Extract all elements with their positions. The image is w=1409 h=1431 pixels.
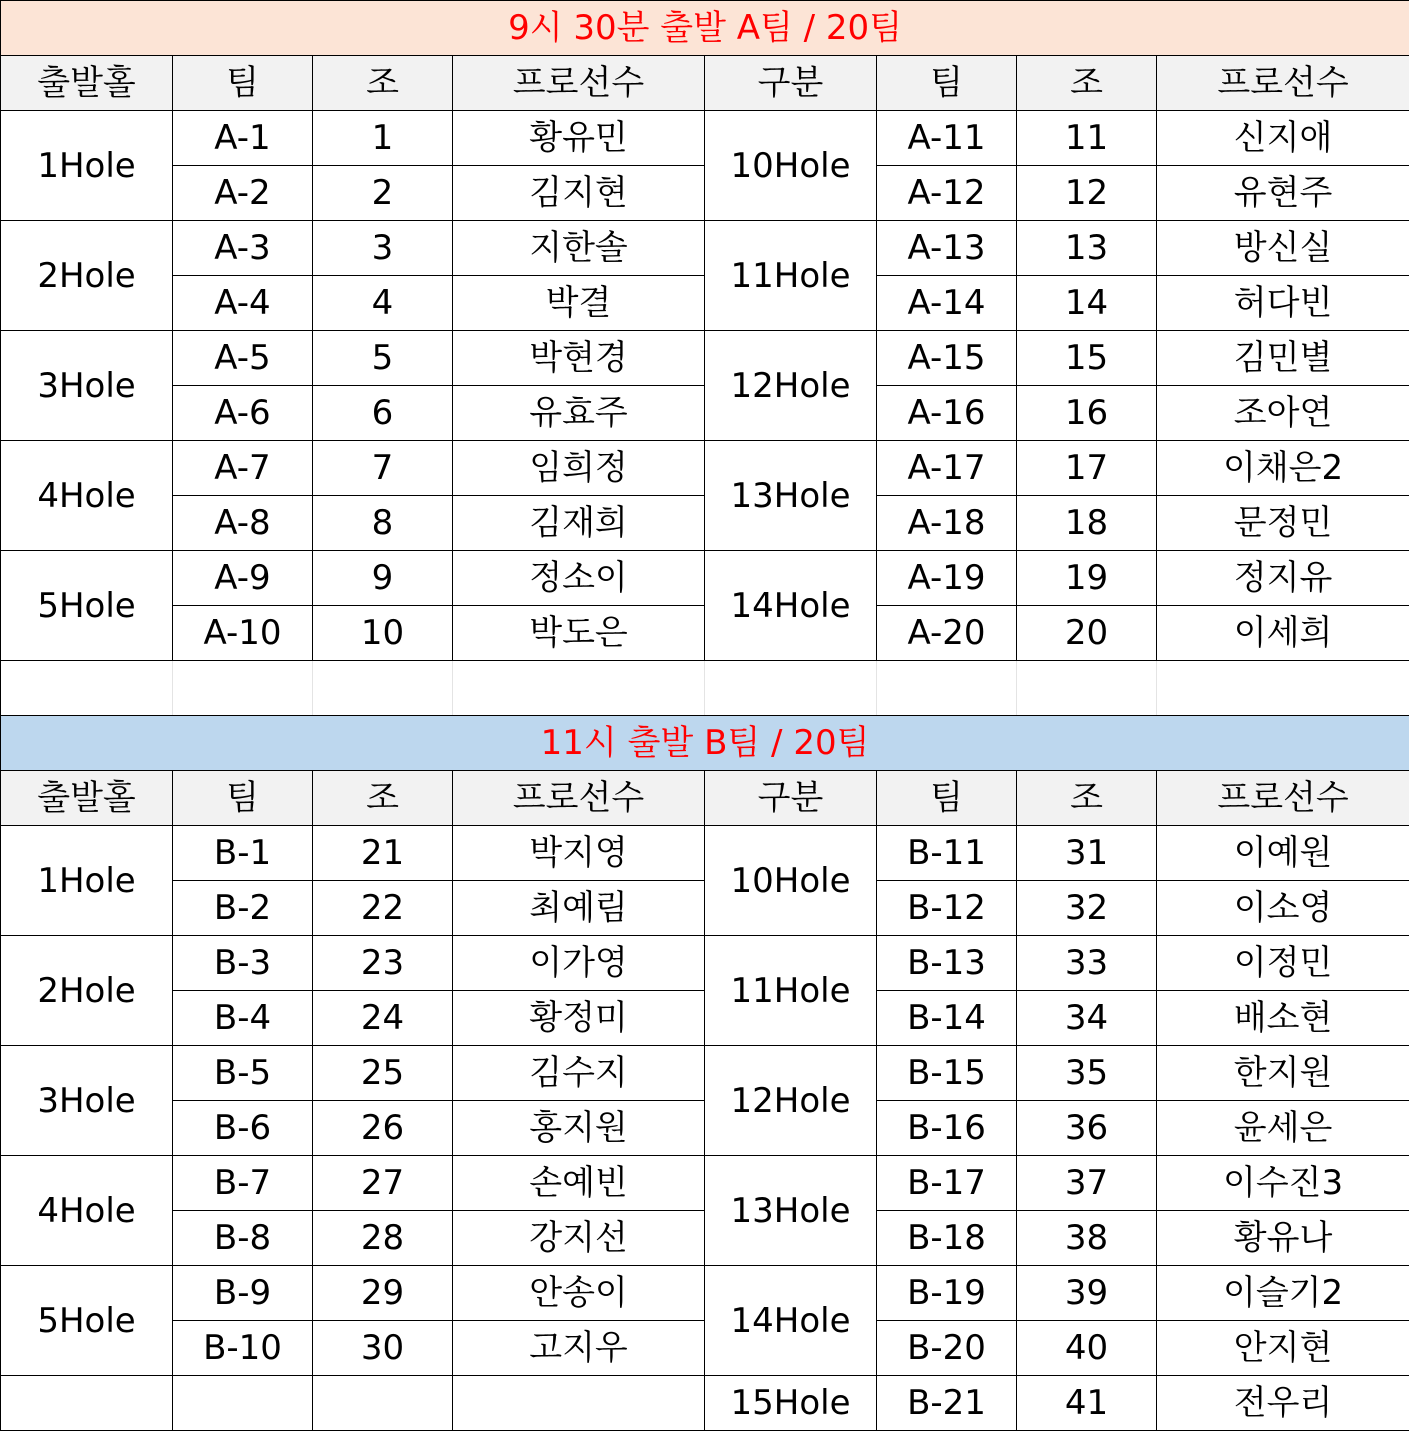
team-cell: B-2 — [173, 881, 313, 936]
empty-cell — [313, 661, 453, 716]
header-pro-player: 프로선수 — [453, 56, 705, 111]
table-row — [1, 826, 1409, 881]
group-cell: 30 — [313, 1321, 453, 1376]
player-cell: 박결 — [453, 276, 705, 331]
team-cell: B-5 — [173, 1046, 313, 1101]
header-group: 조 — [313, 771, 453, 826]
header-team: 팀 — [173, 771, 313, 826]
player-cell: 김지현 — [453, 166, 705, 221]
group-cell: 23 — [313, 936, 453, 991]
team-cell: A-2 — [173, 166, 313, 221]
player-cell: 배소현 — [1157, 991, 1409, 1046]
team-cell: A-4 — [173, 276, 313, 331]
player-cell: 최예림 — [453, 881, 705, 936]
team-cell: A-8 — [173, 496, 313, 551]
table-row — [1, 441, 1409, 496]
team-cell: A-7 — [173, 441, 313, 496]
player-cell: 이정민 — [1157, 936, 1409, 991]
player-cell: 강지선 — [453, 1211, 705, 1266]
player-cell: 김민별 — [1157, 331, 1409, 386]
division-hole-cell: 11Hole — [705, 936, 877, 1046]
start-hole-cell: 1Hole — [1, 826, 173, 936]
player-cell: 방신실 — [1157, 221, 1409, 276]
table-row — [1, 551, 1409, 606]
group-cell: 34 — [1017, 991, 1157, 1046]
header-team: 팀 — [173, 56, 313, 111]
section-a-title-row — [1, 1, 1409, 56]
player-cell: 한지원 — [1157, 1046, 1409, 1101]
division-hole-cell: 10Hole — [705, 111, 877, 221]
player-cell: 조아연 — [1157, 386, 1409, 441]
section-b-header-row — [1, 771, 1409, 826]
empty-cell — [313, 1376, 453, 1431]
start-hole-cell: 3Hole — [1, 1046, 173, 1156]
player-cell: 안지현 — [1157, 1321, 1409, 1376]
team-cell: A-11 — [877, 111, 1017, 166]
player-cell: 이가영 — [453, 936, 705, 991]
group-cell: 6 — [313, 386, 453, 441]
team-cell: A-16 — [877, 386, 1017, 441]
start-hole-cell: 4Hole — [1, 441, 173, 551]
player-cell: 박지영 — [453, 826, 705, 881]
team-cell: A-15 — [877, 331, 1017, 386]
group-cell: 40 — [1017, 1321, 1157, 1376]
team-cell: B-21 — [877, 1376, 1017, 1431]
group-cell: 20 — [1017, 606, 1157, 661]
empty-cell — [1157, 661, 1409, 716]
division-hole-cell: 13Hole — [705, 441, 877, 551]
table-row — [1, 111, 1409, 166]
group-cell: 7 — [313, 441, 453, 496]
group-cell: 3 — [313, 221, 453, 276]
group-cell: 10 — [313, 606, 453, 661]
player-cell: 고지우 — [453, 1321, 705, 1376]
player-cell: 정지유 — [1157, 551, 1409, 606]
empty-cell — [877, 661, 1017, 716]
group-cell: 25 — [313, 1046, 453, 1101]
player-cell: 이채은2 — [1157, 441, 1409, 496]
group-cell: 28 — [313, 1211, 453, 1266]
team-cell: B-1 — [173, 826, 313, 881]
player-cell: 박도은 — [453, 606, 705, 661]
group-cell: 26 — [313, 1101, 453, 1156]
table-row — [1, 1266, 1409, 1321]
group-cell: 24 — [313, 991, 453, 1046]
group-cell: 27 — [313, 1156, 453, 1211]
group-cell: 33 — [1017, 936, 1157, 991]
player-cell: 손예빈 — [453, 1156, 705, 1211]
empty-cell — [173, 661, 313, 716]
start-hole-cell: 4Hole — [1, 1156, 173, 1266]
division-hole-cell: 14Hole — [705, 551, 877, 661]
group-cell: 38 — [1017, 1211, 1157, 1266]
player-cell: 유효주 — [453, 386, 705, 441]
team-cell: A-1 — [173, 111, 313, 166]
player-cell: 이슬기2 — [1157, 1266, 1409, 1321]
player-cell: 김재희 — [453, 496, 705, 551]
player-cell: 윤세은 — [1157, 1101, 1409, 1156]
team-cell: B-14 — [877, 991, 1017, 1046]
table-row — [1, 1046, 1409, 1101]
team-cell: B-17 — [877, 1156, 1017, 1211]
group-cell: 1 — [313, 111, 453, 166]
empty-cell — [453, 661, 705, 716]
table-row — [1, 1156, 1409, 1211]
start-hole-cell: 5Hole — [1, 551, 173, 661]
team-cell: B-7 — [173, 1156, 313, 1211]
section-b-title-row — [1, 716, 1409, 771]
division-hole-cell: 10Hole — [705, 826, 877, 936]
group-cell: 41 — [1017, 1376, 1157, 1431]
group-cell: 12 — [1017, 166, 1157, 221]
header-pro-player: 프로선수 — [453, 771, 705, 826]
group-cell: 5 — [313, 331, 453, 386]
division-hole-cell: 12Hole — [705, 331, 877, 441]
team-cell: B-15 — [877, 1046, 1017, 1101]
player-cell: 허다빈 — [1157, 276, 1409, 331]
team-cell: B-6 — [173, 1101, 313, 1156]
player-cell: 이수진3 — [1157, 1156, 1409, 1211]
player-cell: 박현경 — [453, 331, 705, 386]
team-cell: B-11 — [877, 826, 1017, 881]
player-cell: 지한솔 — [453, 221, 705, 276]
player-cell: 황유나 — [1157, 1211, 1409, 1266]
header-group: 조 — [313, 56, 453, 111]
player-cell: 김수지 — [453, 1046, 705, 1101]
player-cell: 홍지원 — [453, 1101, 705, 1156]
team-cell: A-19 — [877, 551, 1017, 606]
player-cell: 이예원 — [1157, 826, 1409, 881]
player-cell: 황정미 — [453, 991, 705, 1046]
group-cell: 36 — [1017, 1101, 1157, 1156]
division-hole-cell: 12Hole — [705, 1046, 877, 1156]
section-a-title: 9시 30분 출발 A팀 / 20팀 — [1, 1, 1409, 56]
header-group: 조 — [1017, 771, 1157, 826]
header-pro-player: 프로선수 — [1157, 56, 1409, 111]
group-cell: 4 — [313, 276, 453, 331]
group-cell: 21 — [313, 826, 453, 881]
header-division: 구분 — [705, 771, 877, 826]
empty-cell — [1, 1376, 173, 1431]
player-cell: 안송이 — [453, 1266, 705, 1321]
team-cell: B-20 — [877, 1321, 1017, 1376]
player-cell: 황유민 — [453, 111, 705, 166]
player-cell: 신지애 — [1157, 111, 1409, 166]
group-cell: 17 — [1017, 441, 1157, 496]
group-cell: 16 — [1017, 386, 1157, 441]
group-cell: 18 — [1017, 496, 1157, 551]
empty-cell — [705, 661, 877, 716]
header-start-hole: 출발홀 — [1, 771, 173, 826]
player-cell: 정소이 — [453, 551, 705, 606]
table-row — [1, 221, 1409, 276]
player-cell: 문정민 — [1157, 496, 1409, 551]
team-cell: B-4 — [173, 991, 313, 1046]
player-cell: 이세희 — [1157, 606, 1409, 661]
empty-cell — [173, 1376, 313, 1431]
start-hole-cell: 2Hole — [1, 221, 173, 331]
group-cell: 29 — [313, 1266, 453, 1321]
division-hole-cell: 11Hole — [705, 221, 877, 331]
team-cell: A-12 — [877, 166, 1017, 221]
team-cell: B-19 — [877, 1266, 1017, 1321]
player-cell: 이소영 — [1157, 881, 1409, 936]
section-b-title: 11시 출발 B팀 / 20팀 — [1, 716, 1409, 771]
team-cell: B-9 — [173, 1266, 313, 1321]
team-cell: A-9 — [173, 551, 313, 606]
header-group: 조 — [1017, 56, 1157, 111]
group-cell: 2 — [313, 166, 453, 221]
start-hole-cell: 3Hole — [1, 331, 173, 441]
group-cell: 32 — [1017, 881, 1157, 936]
spacer-row — [1, 661, 1409, 716]
start-hole-cell: 1Hole — [1, 111, 173, 221]
group-cell: 8 — [313, 496, 453, 551]
team-cell: A-17 — [877, 441, 1017, 496]
start-hole-cell: 2Hole — [1, 936, 173, 1046]
team-cell: B-16 — [877, 1101, 1017, 1156]
division-hole-cell: 13Hole — [705, 1156, 877, 1266]
team-cell: A-6 — [173, 386, 313, 441]
table-row — [1, 1376, 1409, 1431]
empty-cell — [1, 661, 173, 716]
group-cell: 15 — [1017, 331, 1157, 386]
header-start-hole: 출발홀 — [1, 56, 173, 111]
table-row — [1, 936, 1409, 991]
header-team: 팀 — [877, 56, 1017, 111]
team-cell: A-13 — [877, 221, 1017, 276]
player-cell: 임희정 — [453, 441, 705, 496]
team-cell: B-8 — [173, 1211, 313, 1266]
team-cell: A-20 — [877, 606, 1017, 661]
team-cell: A-18 — [877, 496, 1017, 551]
empty-cell — [1017, 661, 1157, 716]
group-cell: 22 — [313, 881, 453, 936]
group-cell: 35 — [1017, 1046, 1157, 1101]
group-cell: 31 — [1017, 826, 1157, 881]
table-row — [1, 331, 1409, 386]
group-cell: 37 — [1017, 1156, 1157, 1211]
group-cell: 9 — [313, 551, 453, 606]
team-cell: A-10 — [173, 606, 313, 661]
group-cell: 11 — [1017, 111, 1157, 166]
team-cell: B-12 — [877, 881, 1017, 936]
team-cell: B-13 — [877, 936, 1017, 991]
division-hole-cell: 14Hole — [705, 1266, 877, 1376]
group-cell: 13 — [1017, 221, 1157, 276]
team-cell: B-3 — [173, 936, 313, 991]
team-cell: A-14 — [877, 276, 1017, 331]
team-cell: A-3 — [173, 221, 313, 276]
player-cell: 전우리 — [1157, 1376, 1409, 1431]
header-team: 팀 — [877, 771, 1017, 826]
team-cell: B-10 — [173, 1321, 313, 1376]
start-hole-cell: 5Hole — [1, 1266, 173, 1376]
header-pro-player: 프로선수 — [1157, 771, 1409, 826]
group-cell: 39 — [1017, 1266, 1157, 1321]
division-hole-cell: 15Hole — [705, 1376, 877, 1431]
header-division: 구분 — [705, 56, 877, 111]
group-cell: 19 — [1017, 551, 1157, 606]
section-a-header-row — [1, 56, 1409, 111]
team-cell: A-5 — [173, 331, 313, 386]
team-cell: B-18 — [877, 1211, 1017, 1266]
player-cell: 유현주 — [1157, 166, 1409, 221]
empty-cell — [453, 1376, 705, 1431]
group-cell: 14 — [1017, 276, 1157, 331]
